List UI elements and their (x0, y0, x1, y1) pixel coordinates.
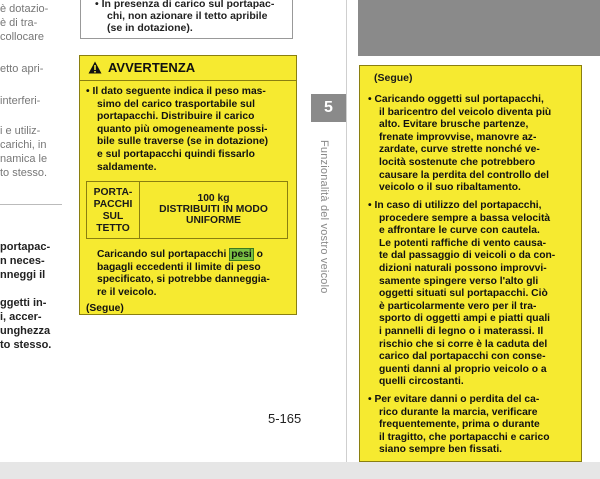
table-value-line: DISTRIBUITI IN MODO (159, 204, 268, 215)
segue-label: (Segue) (86, 303, 124, 314)
warning-line: quanto più omogeneamente possi- (97, 123, 268, 135)
fragment-line: namica le (0, 153, 48, 165)
load-limit-table (86, 181, 288, 239)
fragment-line: ggetti in- (0, 297, 47, 309)
fragment-line: n neces- (0, 255, 45, 267)
fragment-line: carichi, in (0, 139, 47, 151)
bullet-line: te dal passaggio di veicoli o da con- (379, 250, 556, 262)
bullet-line: quelli circostanti. (379, 376, 464, 388)
bullet-line: locità sostenute che potrebbero (379, 157, 536, 168)
bullet-line: frequentemente, prima o durante (379, 419, 540, 431)
bullet-line: • Caricando oggetti sul portapacchi, (368, 94, 544, 105)
bullet-line: procedere sempre a bassa velocità (379, 212, 551, 224)
bullet-line: veicolo o il suo ribaltamento. (379, 182, 521, 194)
fragment-line: to stesso. (0, 339, 52, 351)
bullet-line: i pannelli di legno o i materassi. Il (379, 326, 544, 337)
warning-line: saldamente. (97, 161, 157, 173)
top-box-line: chi, non azionare il tetto apribile (107, 10, 268, 22)
fragment-line: i e utiliz- (0, 125, 41, 137)
bullet-line: il tragitto, che portapacchi e carico (379, 431, 550, 443)
segue-header: (Segue) (374, 72, 413, 84)
warning-line (97, 249, 263, 262)
top-box-line: • In presenza di carico sul portapac- (95, 0, 275, 10)
bullet-line: zardate, curve strette nonché ve- (379, 144, 540, 156)
warning-line: • Il dato seguente indica il peso mas- (86, 86, 266, 97)
warning-line: re il veicolo. (97, 286, 157, 298)
bullet-line: dizioni naturali possono improvvi- (379, 263, 547, 274)
warning-header (80, 56, 296, 81)
bullet-line: • Per evitare danni o perdita del ca- (368, 394, 540, 405)
bullet-line: causare la perdita del controllo del (379, 169, 549, 181)
highlighted-word: pesi (231, 249, 252, 260)
table-label-line: SUL (102, 211, 124, 222)
fragment-line: è dotazio- (0, 3, 49, 15)
warning-line: bile sulle traverse (se in dotazione) (97, 136, 269, 148)
table-value-cell (140, 182, 287, 238)
bullet-line: carico dal portapacchi con conse- (379, 351, 546, 363)
fragment-line: etto apri- (0, 63, 44, 75)
fragment-line: collocare (0, 31, 45, 43)
bullet-line: siano sempre ben fissati. (379, 444, 503, 456)
warning-line: specificato, si potrebbe danneggia- (97, 274, 270, 286)
top-caution-box (80, 0, 293, 39)
bullet-line: samente spingere verso l'alto gli (379, 275, 539, 287)
text-run: o (253, 249, 263, 260)
warning-line: portapacchi. Distribuire il carico (97, 111, 255, 123)
bottom-band (0, 462, 600, 479)
warning-box (79, 55, 297, 315)
fragment-line: è di tra- (0, 17, 38, 29)
fragment-line: nneggi il (0, 269, 46, 281)
table-label-line: PACCHI (93, 199, 133, 210)
top-box-line: (se in dotazione). (107, 22, 193, 34)
fragment-line: interferi- (0, 95, 41, 107)
bullet-line: guenti danni al proprio veicolo o a (379, 363, 547, 375)
bullet-line: alto. Evitare brusche partenze, (379, 119, 529, 131)
fragment-line: to stesso. (0, 167, 48, 179)
warning-line: simo del carico trasportabile sul (97, 98, 255, 110)
table-label-line: PORTA- (93, 187, 133, 198)
bullet-line: frenate improvvise, manovre az- (379, 131, 537, 143)
table-value-line: UNIFORME (186, 215, 241, 226)
chapter-title: Funzionalità del vostro veicolo (318, 140, 330, 294)
bullet-line: • In caso di utilizzo del portapacchi, (368, 200, 542, 211)
table-value-line: 100 kg (197, 193, 230, 204)
warning-title: AVVERTENZA (108, 60, 196, 75)
bullet-line: rischio che si corre è la caduta del (379, 338, 548, 350)
warning-line: bagagli eccedenti il limite di peso (97, 261, 261, 273)
table-label-line: TETTO (96, 223, 130, 234)
text-run: Caricando sul portapacchi (97, 249, 230, 260)
page-gutter (346, 0, 347, 479)
divider (0, 204, 62, 205)
bullet-line: oggetti situati sul portapacchi. Ciò (379, 288, 548, 300)
bullet-line: e affrontare le curve con cautela. (379, 225, 540, 237)
chapter-title-vertical (316, 140, 332, 330)
chapter-tab: 5 (311, 94, 346, 122)
bullet-line: è particolarmente vero per il tra- (379, 300, 537, 312)
bullet-line: il baricentro del veicolo diventa più (379, 106, 552, 118)
fragment-line: i, accer- (0, 311, 42, 323)
fragment-line: unghezza (0, 325, 51, 337)
continued-warning-box (359, 65, 582, 462)
bullet-line: rico durante la marcia, verificare (379, 406, 538, 418)
bullet-line: Le potenti raffiche di vento causa- (379, 237, 547, 249)
table-label-cell (87, 182, 140, 238)
warning-line: e sul portapacchi quindi fissarlo (97, 149, 255, 160)
warning-triangle-icon (88, 61, 102, 74)
page-number: 5-165 (268, 411, 302, 426)
fragment-line: portapac- (0, 241, 51, 253)
bullet-line: sporto di oggetti ampi e piatti quali (379, 313, 551, 325)
right-page-top-gray-area (358, 0, 600, 56)
